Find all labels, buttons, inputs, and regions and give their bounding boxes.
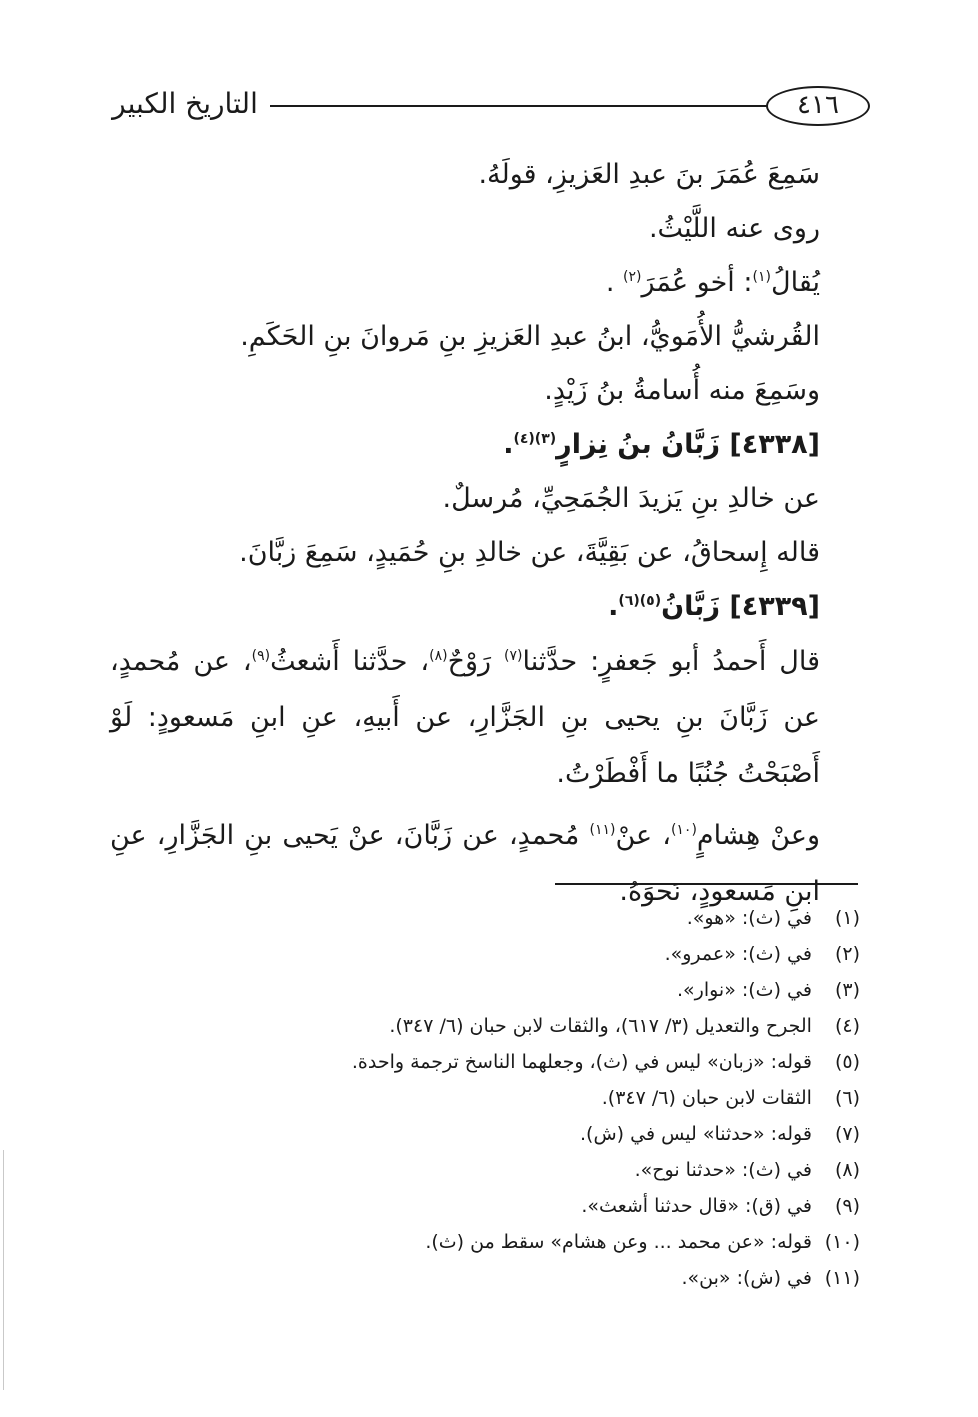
footnote-marker: (٢) <box>623 269 642 285</box>
footnote-item <box>150 900 860 936</box>
footnote-text: الجرح والتعديل (٣/ ٦١٧)، والثقات لابن حبان (٦/ ٣٤٧). <box>389 1015 812 1037</box>
footnote-marker: (٧) <box>504 648 523 664</box>
footnote-number: (١) <box>834 907 860 929</box>
text-line: عن خالدِ بنِ يَزيدَ الجُمَحِيِّ، مُرسلٌ. <box>442 483 820 514</box>
text-run: ، عنْ <box>615 820 671 851</box>
text-line: القُرشيُّ الأُمَويُّ، ابنُ عبدِ العَزيزِ بنِ مَروانَ بنِ الحَكَمِ. <box>240 321 820 352</box>
text-line <box>110 256 820 310</box>
footnote-marker: (١١) <box>589 822 616 838</box>
main-text <box>110 148 820 926</box>
text-line: قاله إِسحاقُ، عن بَقِيَّةَ، عن خالدِ بنِ حُمَيدٍ، سَمِعَ زبَّانَ. <box>239 537 820 568</box>
footnote-number: (٣) <box>834 979 860 1001</box>
footnote-item <box>150 1152 860 1188</box>
footnote-text: قوله: «زبان» ليس في (ث)، وجعلهما الناسخ ترجمة واحدة. <box>351 1051 812 1073</box>
footnote-item <box>150 1116 860 1152</box>
footnote-number: (٢) <box>834 943 860 965</box>
footnote-text: قوله: «حدثنا» ليس في (ش). <box>580 1123 812 1145</box>
footnote-separator <box>555 883 858 885</box>
text-run: ، عن مُحمدٍ، عن زَبَّانَ بنِ يحيى بنِ الجَزَّارِ، عن أَبيهِ، عنِ ابنِ مَسعودٍ: لَوْ أَصْبَحْتُ جُنُبًا ما أَفْطَرْتُ. <box>110 646 820 789</box>
footnote-item <box>150 1044 860 1080</box>
footnote-text: في (ق): «قال حدثنا أشعث». <box>581 1195 812 1217</box>
page-number: ٤١٦ <box>766 86 870 126</box>
running-title: التاريخ الكبير <box>112 87 258 120</box>
footnote-item <box>150 1188 860 1224</box>
entry-heading-4339 <box>110 580 820 634</box>
footnote-marker: (٥)(٦) <box>618 593 662 609</box>
footnote-number: (٦) <box>834 1087 860 1109</box>
footnote-text: قوله: «عن محمد ... وعن هشام» سقط من (ث). <box>425 1231 812 1253</box>
footnote-number: (٩) <box>834 1195 860 1217</box>
footnote-number: (٤) <box>834 1015 860 1037</box>
text-run: ، حدَّثنا أَشعثُ <box>270 646 430 677</box>
text-run: : أخو عُمَرَ <box>641 267 753 298</box>
footnote-marker: (١٠) <box>670 822 697 838</box>
footnote-item <box>150 1260 860 1296</box>
footnote-text: في (ث): «هو». <box>686 907 812 929</box>
footnote-item <box>150 936 860 972</box>
footnote-item <box>150 1224 860 1260</box>
footnote-text: في (ث): «نوار». <box>676 979 812 1001</box>
header-rule <box>270 105 768 107</box>
footnote-marker: (٣)(٤) <box>513 431 557 447</box>
footnote-number: (٧) <box>834 1123 860 1145</box>
entry-title: [٤٣٣٩] زَبَّانُ <box>661 591 820 622</box>
footnote-number: (٥) <box>834 1051 860 1073</box>
paragraph-hadith <box>110 634 820 802</box>
footnote-marker: (٩) <box>251 648 271 664</box>
footnote-number: (٨) <box>834 1159 860 1181</box>
page-header <box>110 82 870 132</box>
footnote-text: في (ش): «بن». <box>681 1267 812 1289</box>
text-run: . <box>605 267 623 298</box>
footnote-number: (١١) <box>824 1267 860 1289</box>
text-run: . <box>608 591 619 622</box>
scan-edge-mark <box>3 1150 4 1390</box>
entry-heading-4338 <box>110 418 820 472</box>
entry-title: [٤٣٣٨] زَبَّانُ بنُ نِزارٍ <box>556 429 820 460</box>
footnote-number: (١٠) <box>824 1231 860 1253</box>
footnotes-section <box>150 900 860 1296</box>
footnote-text: الثقات لابن حبان (٦/ ٣٤٧). <box>601 1087 812 1109</box>
text-run: وعنْ هِشامٍ <box>696 820 820 851</box>
text-run: يُقالُ <box>770 267 820 298</box>
text-line: روى عنه اللَّيْثُ. <box>648 213 820 244</box>
text-run: مُحمدٍ، عن زَبَّانَ، عنْ يَحيى بنِ الجَزَّارِ، عنِ ابنِ مَسعودٍ، نَحوَهُ. <box>110 820 820 907</box>
text-line: سَمِعَ عُمَرَ بنَ عبدِ العَزيزِ، قولَهُ. <box>478 159 820 190</box>
text-run: قال أَحمدُ أبو جَعفرٍ: حدَّثنا <box>522 646 820 677</box>
footnote-item <box>150 972 860 1008</box>
footnote-marker: (٨) <box>429 648 448 664</box>
footnote-item <box>150 1080 860 1116</box>
text-run: رَوْحٌ <box>447 646 504 677</box>
text-run: . <box>503 429 514 460</box>
footnote-text: في (ث): «عمرو». <box>664 943 812 965</box>
footnote-marker: (١) <box>752 269 771 285</box>
footnote-text: في (ث): «حدثنا نوح». <box>634 1159 812 1181</box>
text-line: وسَمِعَ منه أُسامةُ بنُ زَيْدٍ. <box>544 375 820 406</box>
footnote-item <box>150 1008 860 1044</box>
